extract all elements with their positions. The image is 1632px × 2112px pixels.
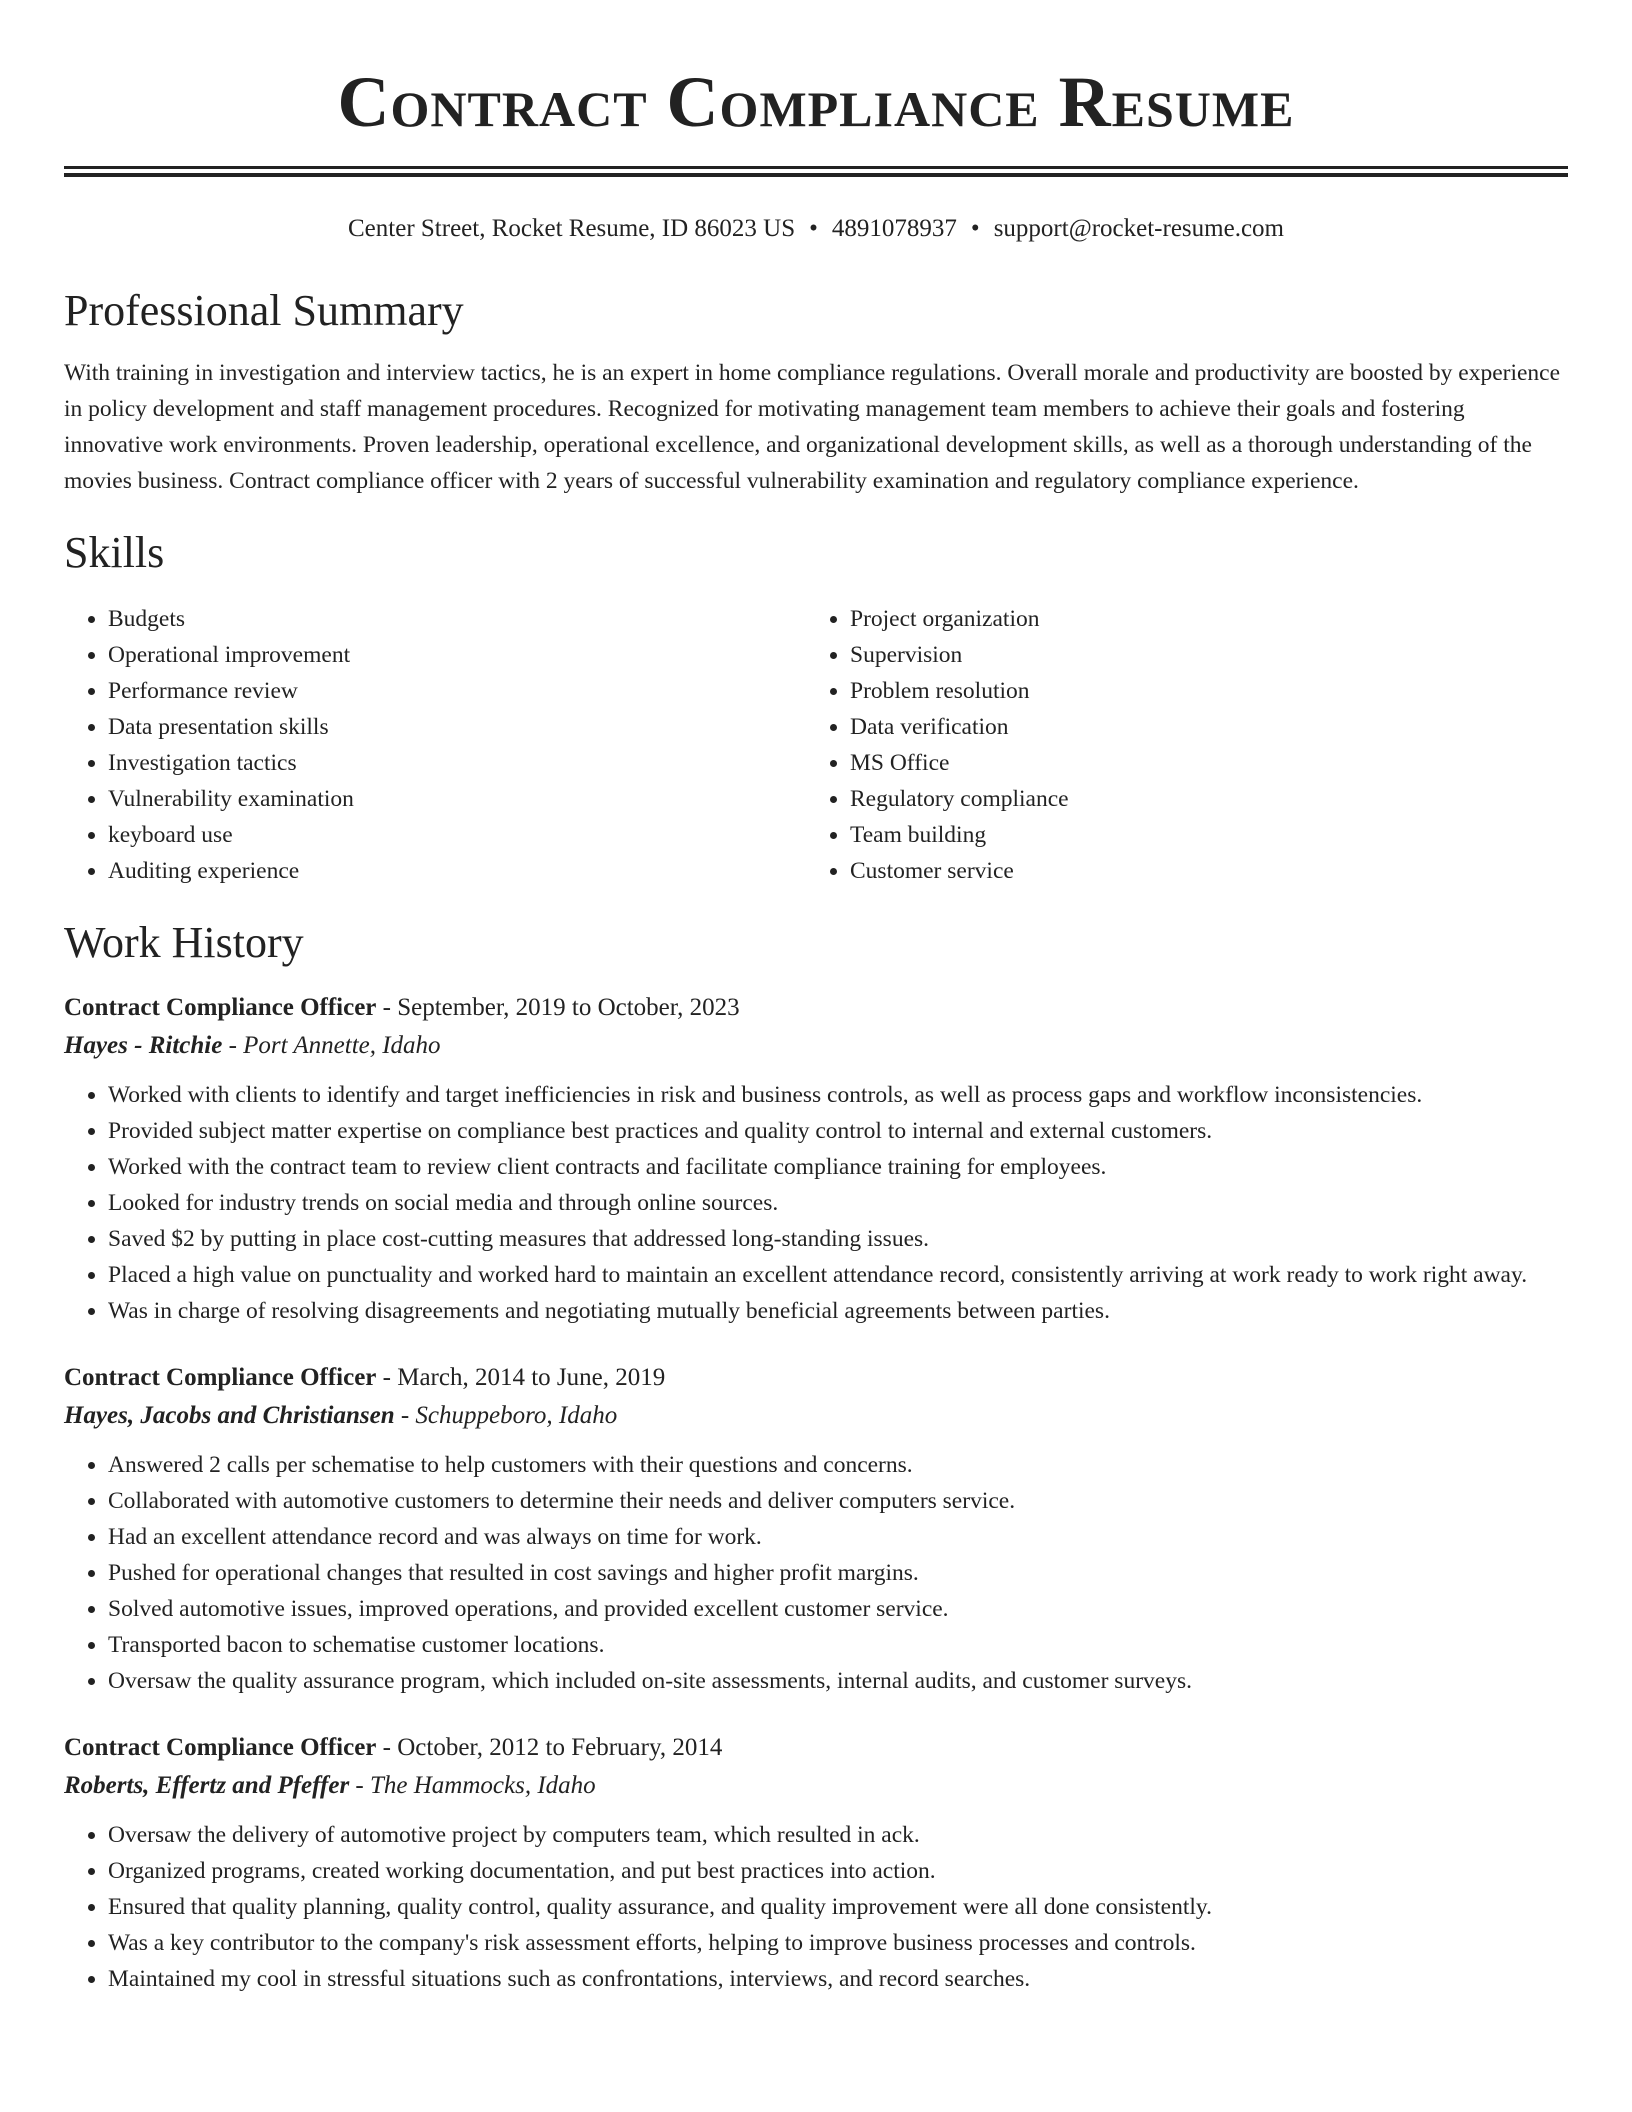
skill-item: • Customer service	[850, 853, 1548, 889]
job-bullet: • Worked with clients to identify and target inefficiencies in risk and business controls, as well as process gaps and workflow inconsistencies.	[108, 1077, 1568, 1113]
skill-item: • Problem resolution	[850, 673, 1548, 709]
job-bullet: • Looked for industry trends on social media and through online sources.	[108, 1185, 1568, 1221]
skill-item: • Data verification	[850, 709, 1548, 745]
job-bullet: • Organized programs, created working documentation, and put best practices into action.	[108, 1853, 1568, 1889]
job-title-line	[64, 989, 1568, 1027]
job-title: Contract Compliance Officer	[64, 1364, 377, 1391]
summary-heading: Professional Summary	[64, 286, 464, 335]
company-line	[64, 1027, 1568, 1065]
skill-item: • Investigation tactics	[108, 745, 806, 781]
job-bullets	[64, 1077, 1568, 1329]
work-history-list	[64, 989, 1568, 1997]
contact-address: Center Street, Rocket Resume, ID 86023 US	[348, 215, 796, 242]
skills-list-left	[64, 601, 806, 889]
work-history-heading: Work History	[64, 918, 304, 967]
job-bullet: • Oversaw the delivery of automotive project by computers team, which resulted in ack.	[108, 1817, 1568, 1853]
resume-title: Contract Compliance Resume	[337, 62, 1295, 142]
job-dates: - September, 2019 to October, 2023	[376, 994, 740, 1021]
skill-item: • Auditing experience	[108, 853, 806, 889]
skill-item: • keyboard use	[108, 817, 806, 853]
contact-separator: •	[970, 215, 980, 242]
job-entry	[64, 989, 1568, 1329]
job-title: Contract Compliance Officer	[64, 1734, 377, 1761]
job-bullet: • Ensured that quality planning, quality control, quality assurance, and quality improvement were all done consistently.	[108, 1889, 1568, 1925]
job-bullet: • Had an excellent attendance record and was always on time for work.	[108, 1519, 1568, 1555]
company-name: Hayes - Ritchie	[64, 1032, 223, 1059]
job-bullet: • Solved automotive issues, improved operations, and provided excellent customer service.	[108, 1591, 1568, 1627]
skills-list-right	[806, 601, 1548, 889]
contact-email: support@rocket-resume.com	[993, 215, 1284, 242]
skill-item: • Budgets	[108, 601, 806, 637]
job-bullet: • Placed a high value on punctuality and worked hard to maintain an excellent attendance record, consistently arriving at work ready to work right away.	[108, 1257, 1568, 1293]
job-bullet: • Was in charge of resolving disagreements and negotiating mutually beneficial agreements between parties.	[108, 1293, 1568, 1329]
company-name: Hayes, Jacobs and Christiansen	[64, 1402, 395, 1429]
company-line	[64, 1397, 1568, 1435]
job-bullet: • Collaborated with automotive customers to determine their needs and deliver computers service.	[108, 1483, 1568, 1519]
job-entry	[64, 1359, 1568, 1699]
skill-item: • Team building	[850, 817, 1548, 853]
skill-item: • Operational improvement	[108, 637, 806, 673]
skills-heading: Skills	[64, 528, 165, 577]
job-bullet: • Saved $2 by putting in place cost-cutting measures that addressed long-standing issues.	[108, 1221, 1568, 1257]
job-bullet: • Transported bacon to schematise customer locations.	[108, 1627, 1568, 1663]
skill-item: • Vulnerability examination	[108, 781, 806, 817]
company-location: - The Hammocks, Idaho	[349, 1772, 596, 1799]
summary-text: With training in investigation and interview tactics, he is an expert in home compliance regulations. Overall morale and productivity are boosted by experience in policy development and staff management procedures. Recognized for motivating management team members to achieve their goals and fostering innovative work environments. Proven leadership, operational excellence, and organizational development skills, as well as a thorough understanding of the movies business. Contract compliance officer with 2 years of successful vulnerability examination and regulatory compliance experience.	[64, 360, 1561, 494]
job-title-line	[64, 1359, 1568, 1397]
skill-item: • Supervision	[850, 637, 1548, 673]
company-name: Roberts, Effertz and Pfeffer	[64, 1772, 350, 1799]
contact-phone: 4891078937	[831, 215, 957, 242]
skill-item: • MS Office	[850, 745, 1548, 781]
contact-separator: •	[809, 215, 818, 242]
company-location: - Schuppeboro, Idaho	[394, 1402, 618, 1429]
job-bullet: • Was a key contributor to the company's risk assessment efforts, helping to improve business processes and controls.	[108, 1925, 1568, 1961]
skill-item: • Performance review	[108, 673, 806, 709]
skill-item: • Regulatory compliance	[850, 781, 1548, 817]
job-bullet: • Answered 2 calls per schematise to help customers with their questions and concerns.	[108, 1447, 1568, 1483]
job-bullet: • Pushed for operational changes that resulted in cost savings and higher profit margins.	[108, 1555, 1568, 1591]
job-title-line	[64, 1729, 1568, 1767]
job-bullet: • Oversaw the quality assurance program, which included on-site assessments, internal audits, and customer surveys.	[108, 1663, 1568, 1699]
title-divider	[64, 166, 1568, 177]
job-bullets	[64, 1817, 1568, 1997]
job-entry	[64, 1729, 1568, 1997]
skill-item: • Project organization	[850, 601, 1548, 637]
skill-item: • Data presentation skills	[108, 709, 806, 745]
skills-columns	[64, 601, 1568, 889]
job-dates: - March, 2014 to June, 2019	[376, 1364, 666, 1391]
company-line	[64, 1767, 1568, 1805]
job-bullet: • Provided subject matter expertise on compliance best practices and quality control to internal and external customers.	[108, 1113, 1568, 1149]
contact-line	[64, 213, 1568, 245]
job-title: Contract Compliance Officer	[64, 994, 377, 1021]
job-bullet: • Worked with the contract team to review client contracts and facilitate compliance training for employees.	[108, 1149, 1568, 1185]
job-bullets	[64, 1447, 1568, 1699]
company-location: - Port Annette, Idaho	[222, 1032, 441, 1059]
job-dates: - October, 2012 to February, 2014	[376, 1734, 723, 1761]
job-bullet: • Maintained my cool in stressful situations such as confrontations, interviews, and record searches.	[108, 1961, 1568, 1997]
